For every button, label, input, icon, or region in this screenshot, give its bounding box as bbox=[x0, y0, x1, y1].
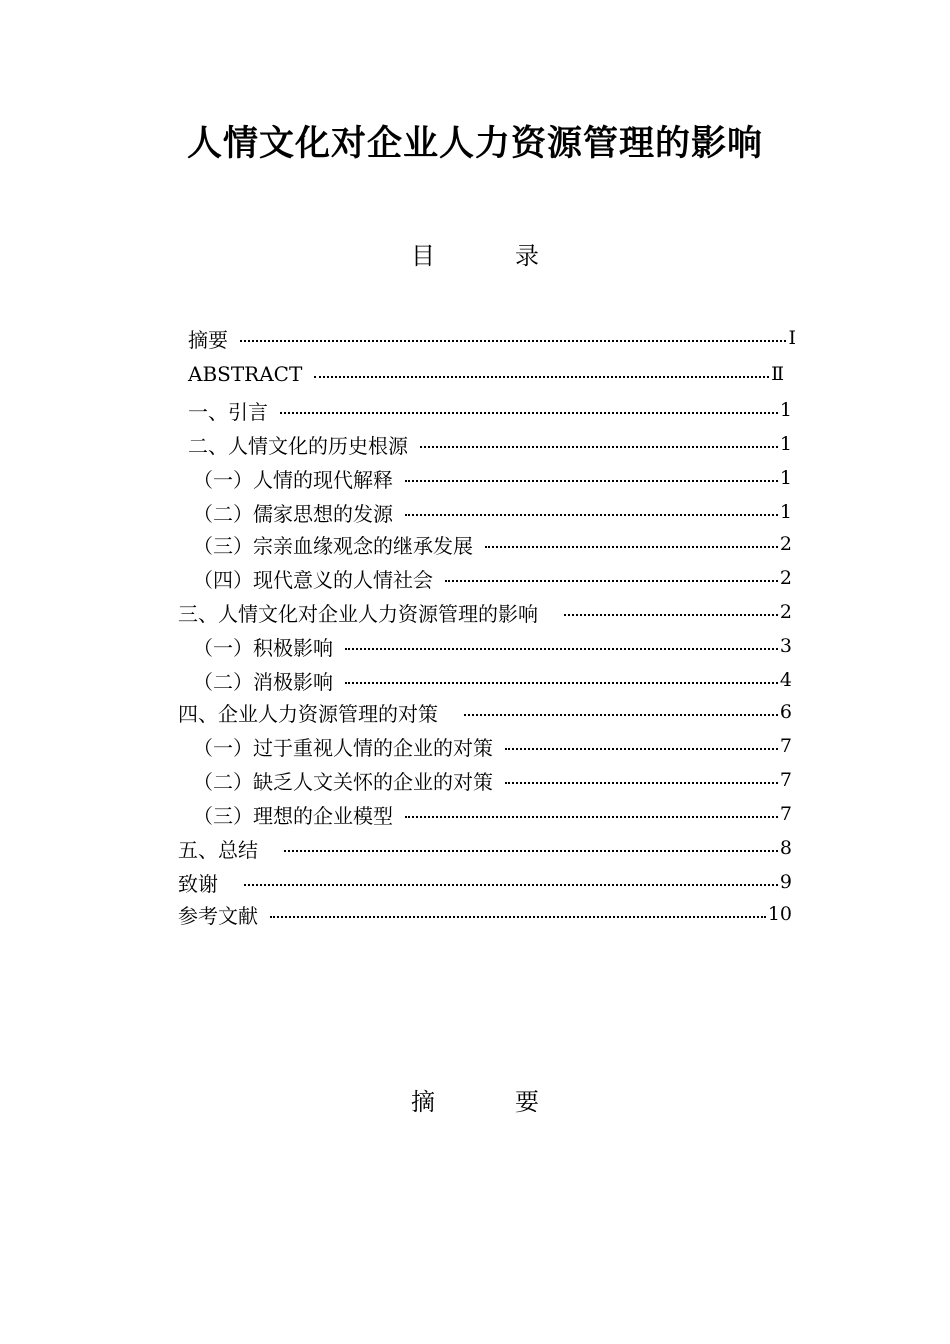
toc-entry-label: 参考文献 bbox=[178, 903, 258, 928]
toc-leader-dots bbox=[485, 546, 778, 548]
toc-leader-dots bbox=[420, 446, 778, 448]
toc-entry-2-1[interactable] bbox=[193, 462, 792, 494]
toc-entry-3-2[interactable] bbox=[193, 664, 792, 696]
toc-entry-introduction[interactable] bbox=[188, 394, 792, 426]
toc-entry-page: 3 bbox=[779, 635, 792, 657]
toc-entry-page: Ⅰ bbox=[788, 327, 796, 349]
toc-entry-label: （四）现代意义的人情社会 bbox=[193, 567, 433, 592]
toc-leader-dots bbox=[564, 614, 778, 616]
toc-entry-2-3[interactable] bbox=[193, 528, 792, 560]
toc-entry-chapter-3[interactable] bbox=[178, 596, 792, 628]
toc-entry-4-1[interactable] bbox=[193, 730, 792, 762]
toc-entry-label: ABSTRACT bbox=[188, 362, 303, 386]
toc-entry-label: （三）宗亲血缘观念的继承发展 bbox=[193, 533, 473, 558]
toc-entry-label: 五、总结 bbox=[178, 837, 258, 862]
toc-entry-page: 1 bbox=[779, 433, 792, 455]
toc-leader-dots bbox=[284, 850, 778, 852]
toc-entry-page: 9 bbox=[779, 871, 792, 893]
toc-entry-label: （二）消极影响 bbox=[193, 669, 333, 694]
toc-entry-label: 致谢 bbox=[178, 871, 218, 896]
toc-leader-dots bbox=[505, 748, 778, 750]
toc-leader-dots bbox=[314, 376, 769, 378]
toc-leader-dots bbox=[405, 480, 778, 482]
document-title: 人情文化对企业人力资源管理的影响 bbox=[186, 124, 763, 164]
toc-entry-4-2[interactable] bbox=[193, 764, 792, 796]
toc-entry-label: 三、人情文化对企业人力资源管理的影响 bbox=[178, 601, 538, 626]
toc-leader-dots bbox=[505, 782, 778, 784]
toc-leader-dots bbox=[445, 580, 778, 582]
toc-leader-dots bbox=[240, 340, 786, 342]
toc-entry-page: 6 bbox=[779, 701, 792, 723]
toc-entry-label: 摘要 bbox=[188, 327, 228, 352]
toc-entry-chapter-2[interactable] bbox=[188, 428, 792, 460]
toc-entry-page: 1 bbox=[779, 467, 792, 489]
toc-entry-label: （一）过于重视人情的企业的对策 bbox=[193, 735, 493, 760]
toc-leader-dots bbox=[405, 514, 778, 516]
toc-heading: 目 录 bbox=[411, 242, 567, 270]
toc-leader-dots bbox=[280, 412, 778, 414]
abstract-heading: 摘 要 bbox=[411, 1088, 567, 1116]
toc-leader-dots bbox=[345, 682, 778, 684]
toc-entry-label: 一、引言 bbox=[188, 399, 268, 424]
toc-entry-page: 1 bbox=[779, 501, 792, 523]
toc-entry-page: 10 bbox=[767, 903, 792, 925]
toc-entry-4-3[interactable] bbox=[193, 798, 792, 830]
toc-entry-label: （二）儒家思想的发源 bbox=[193, 501, 393, 526]
toc-entry-chapter-4[interactable] bbox=[178, 696, 792, 728]
toc-leader-dots bbox=[405, 816, 778, 818]
toc-leader-dots bbox=[244, 884, 778, 886]
toc-entry-label: 二、人情文化的历史根源 bbox=[188, 433, 408, 458]
toc-entry-label: 四、企业人力资源管理的对策 bbox=[178, 701, 438, 726]
toc-entry-page: 4 bbox=[779, 669, 792, 691]
toc-entry-conclusion[interactable] bbox=[178, 832, 792, 864]
toc-entry-2-2[interactable] bbox=[193, 496, 792, 528]
toc-entry-label: （二）缺乏人文关怀的企业的对策 bbox=[193, 769, 493, 794]
toc-entry-label: （一）积极影响 bbox=[193, 635, 333, 660]
toc-leader-dots bbox=[464, 714, 778, 716]
toc-entry-3-1[interactable] bbox=[193, 630, 792, 662]
toc-entry-abstract-en[interactable] bbox=[188, 358, 784, 390]
toc-entry-page: 7 bbox=[779, 769, 792, 791]
toc-entry-page: Ⅱ bbox=[771, 363, 784, 385]
toc-leader-dots bbox=[345, 648, 778, 650]
toc-entry-page: 2 bbox=[779, 601, 792, 623]
toc-entry-2-4[interactable] bbox=[193, 562, 792, 594]
toc-entry-page: 8 bbox=[779, 837, 792, 859]
toc-entry-page: 7 bbox=[779, 735, 792, 757]
toc-leader-dots bbox=[270, 916, 766, 918]
toc-entry-abstract-cn[interactable] bbox=[188, 322, 796, 354]
toc-entry-label: （一）人情的现代解释 bbox=[193, 467, 393, 492]
toc-entry-references[interactable] bbox=[178, 898, 792, 930]
toc-entry-label: （三）理想的企业模型 bbox=[193, 803, 393, 828]
toc-entry-page: 7 bbox=[779, 803, 792, 825]
toc-entry-page: 2 bbox=[779, 567, 792, 589]
toc-entry-acknowledgements[interactable] bbox=[178, 866, 792, 898]
toc-entry-page: 1 bbox=[779, 399, 792, 421]
toc-entry-page: 2 bbox=[779, 533, 792, 555]
